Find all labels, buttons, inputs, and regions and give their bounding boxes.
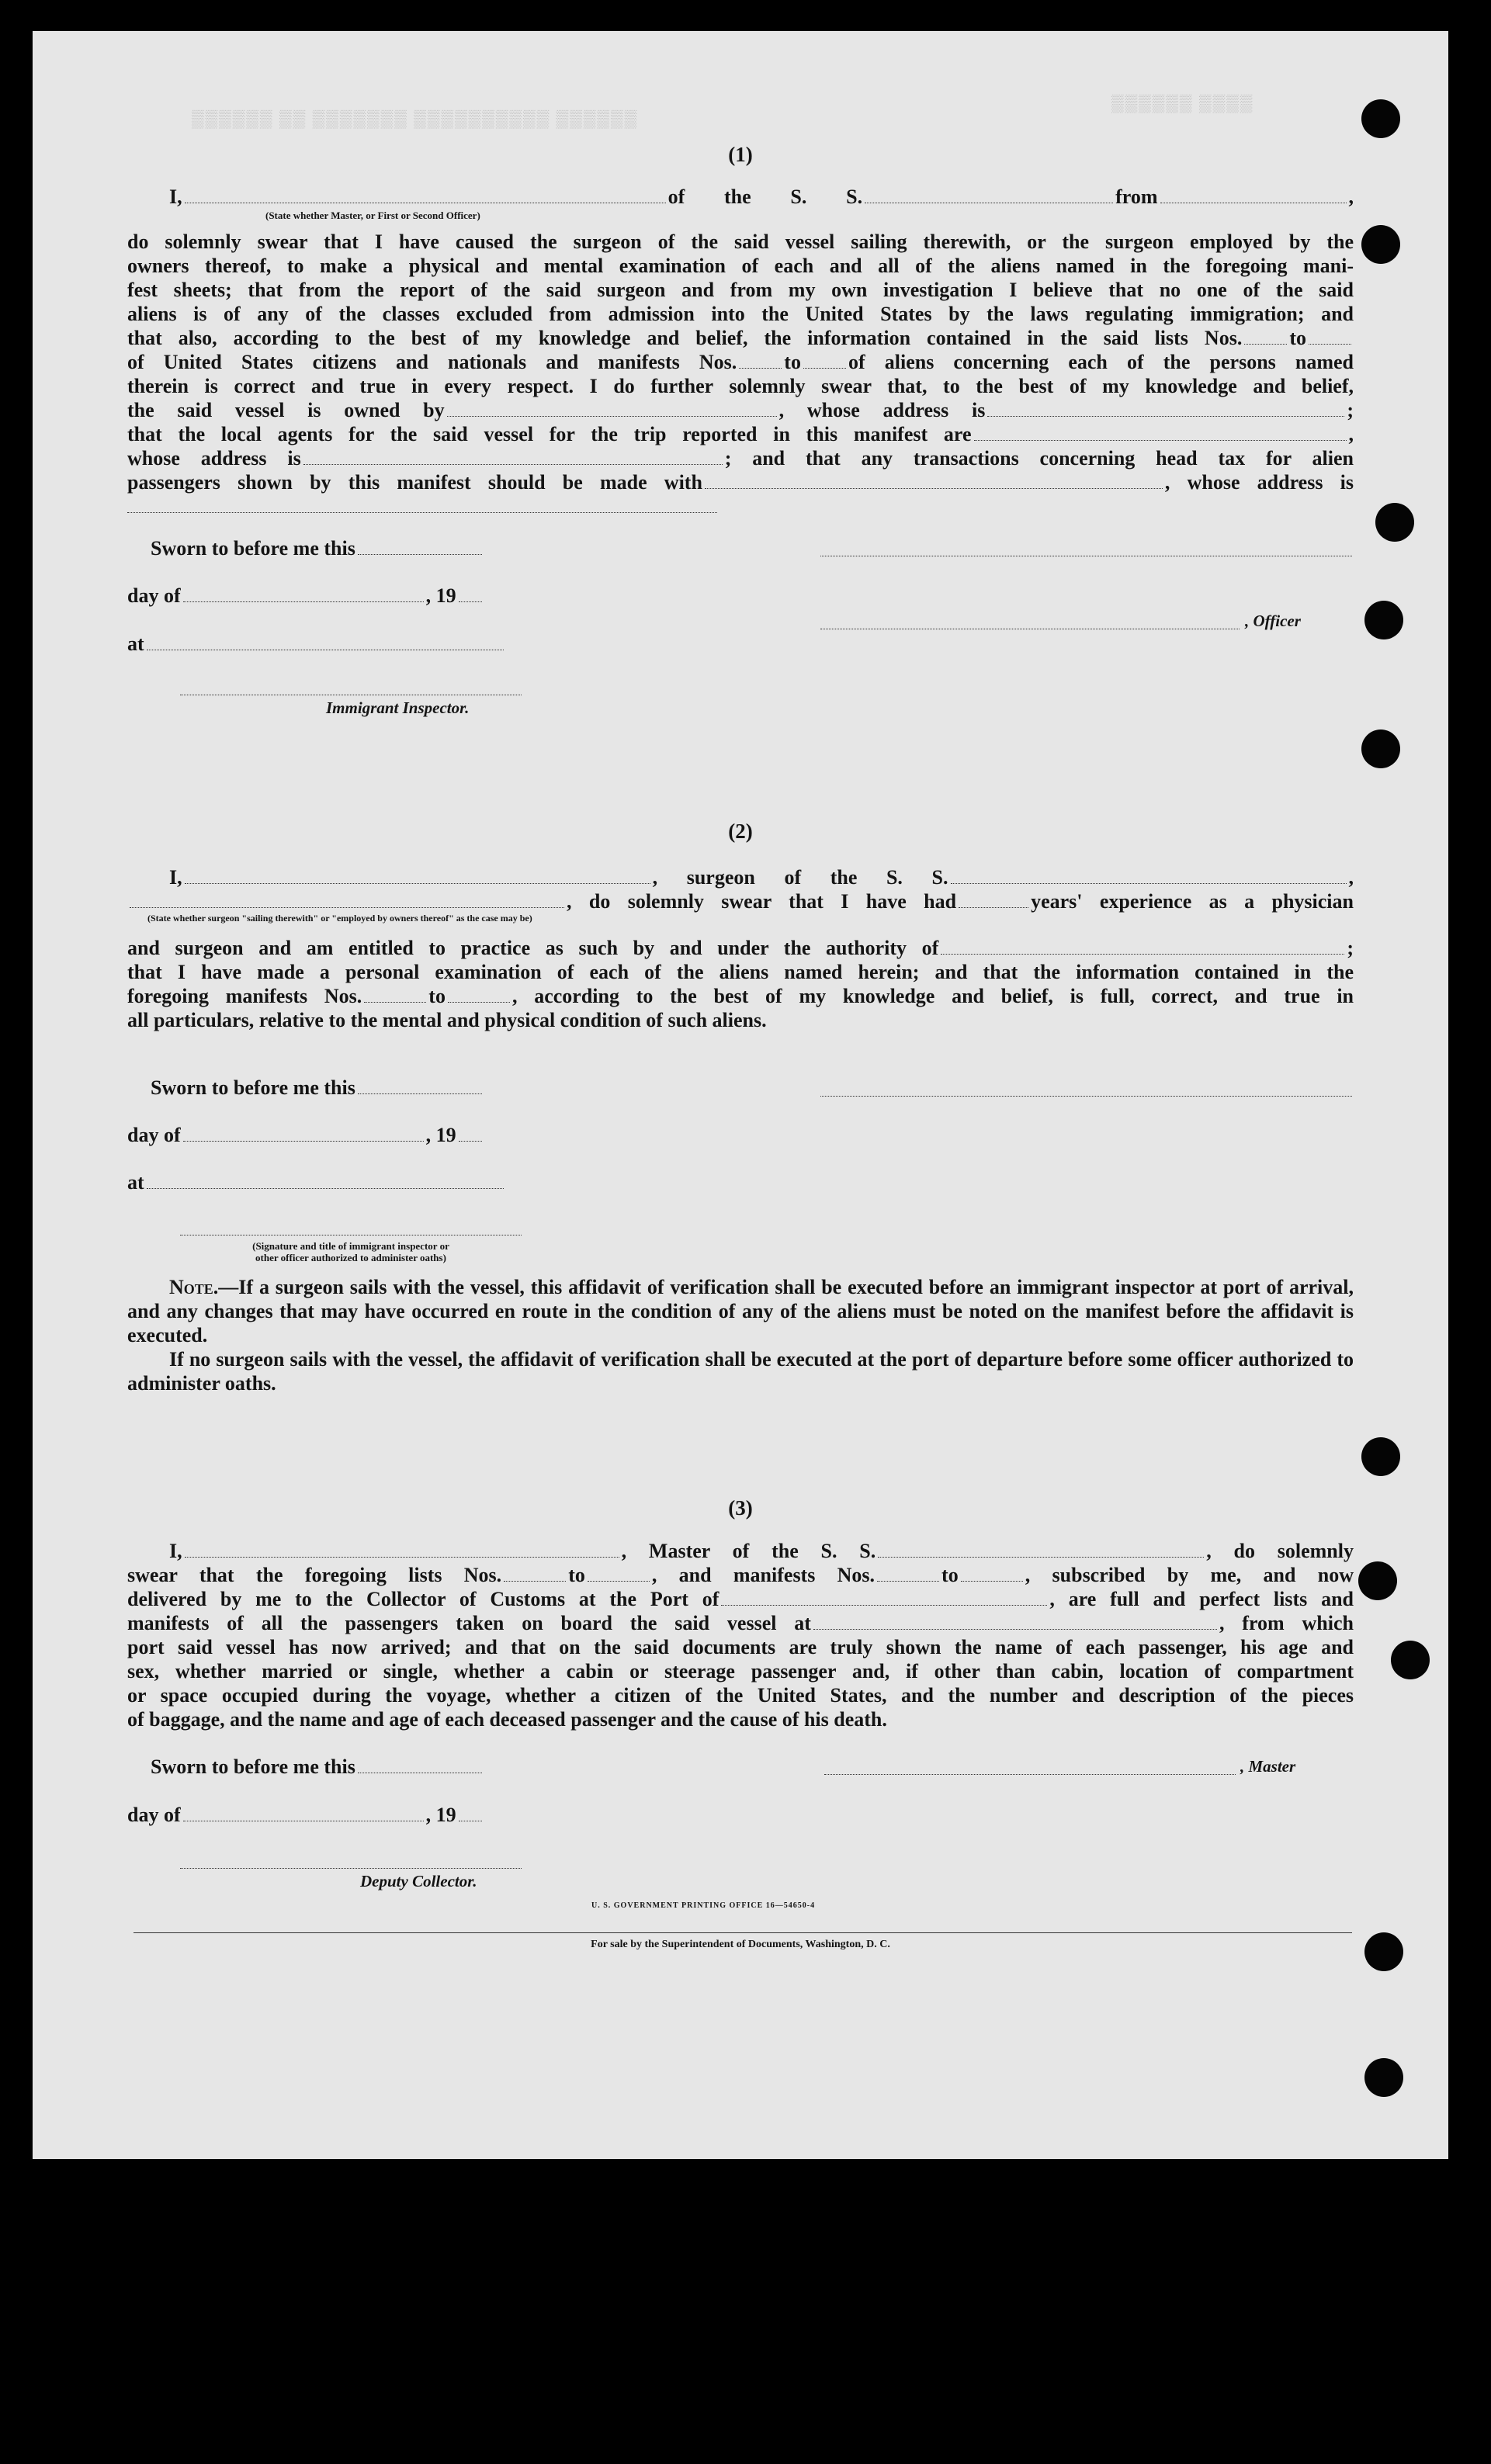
printer-imprint: U. S. GOVERNMENT PRINTING OFFICE 16—54650-4 — [591, 1901, 816, 1910]
punch-hole — [1361, 99, 1400, 138]
section-number: (3) — [728, 1496, 753, 1520]
affidavit-line: that also, according to the best of my knowledge and belief, the information contained in the said lists Nos. to — [127, 326, 1354, 350]
officer-label: , Officer — [1245, 612, 1301, 630]
master-label: , Master — [1240, 1757, 1296, 1776]
officer-rank-blank[interactable] — [185, 187, 666, 203]
authority-blank[interactable] — [941, 938, 1344, 955]
affidavit-line: aliens is of any of the classes excluded from admission into the United States by the laws regulating immigration; and — [127, 303, 1354, 325]
affidavit-line: port said vessel has now arrived; and that on the said documents are truly shown the name of each passenger, his age and — [127, 1636, 1354, 1658]
affidavit-line: fest sheets; that from the report of the said surgeon and from my own investigation I believe that no one of the said — [127, 279, 1354, 301]
affidavit-line: of baggage, and the name and age of each deceased passenger and the cause of his death. — [127, 1708, 887, 1731]
sworn-line: Sworn to before me this — [151, 1755, 484, 1779]
affidavit-line: swear that the foregoing lists Nos. to , and manifests Nos. to , subscribed by me, and now — [127, 1564, 1354, 1586]
affidavit-line: that the local agents for the said vessel for the trip reported in this manifest are , — [127, 423, 1354, 445]
affidavit-line: the said vessel is owned by , whose address is ; — [127, 399, 1354, 421]
field-caption: (State whether Master, or First or Second Officer) — [265, 210, 480, 221]
surgeon-signature-line[interactable] — [820, 1096, 1352, 1097]
inspector-label: Immigrant Inspector. — [326, 698, 470, 717]
place-blank[interactable] — [147, 634, 504, 650]
affidavit-line: foregoing manifests Nos. to , according to the best of my knowledge and belief, is full, correct, and true in — [127, 985, 1354, 1007]
footer-rule — [133, 1932, 1352, 1933]
section-number: (1) — [728, 143, 753, 166]
master-lists-from-blank[interactable] — [504, 1565, 566, 1582]
affidavit-line: delivered by me to the Collector of Customs at the Port of , are full and perfect lists and — [127, 1588, 1354, 1610]
affidavit-line: that I have made a personal examination of each of the aliens named herein; and that the information contained in the — [127, 961, 1354, 983]
section-number: (2) — [728, 820, 753, 843]
master-lists-to-blank[interactable] — [588, 1565, 650, 1582]
punch-hole — [1361, 1437, 1400, 1476]
year-blank[interactable] — [459, 1125, 482, 1142]
master-manifests-to-blank[interactable] — [961, 1565, 1023, 1582]
year-blank[interactable] — [459, 586, 482, 602]
affidavit-line: or space occupied during the voyage, whether a citizen of the United States, and the number and description of the pieces — [127, 1684, 1354, 1707]
local-agents-blank[interactable] — [974, 425, 1347, 441]
affidavit-line: owners thereof, to make a physical and mental examination of each and all of the aliens named in the foregoing mani- — [127, 255, 1354, 277]
departure-port-blank[interactable] — [1160, 187, 1347, 203]
manifests-from-blank[interactable] — [739, 352, 782, 369]
affidavit-line: all particulars, relative to the mental and physical condition of such aliens. — [127, 1009, 767, 1031]
head-tax-address-line[interactable] — [127, 512, 717, 513]
affidavit-line: of United States citizens and nationals and manifests Nos. to of aliens concerning each of the persons named — [127, 351, 1354, 373]
sworn-line: Sworn to before me this — [151, 1076, 484, 1100]
bleed-through-text: ▒▒▒▒▒▒ ▒▒ ▒▒▒▒▒▒▒ ▒▒▒▒▒▒▒▒▒▒ ▒▒▒▒▒▒ — [192, 109, 639, 128]
agents-address-blank[interactable] — [303, 449, 723, 465]
owner-blank[interactable] — [447, 400, 777, 417]
note-paragraph: Note.—If a surgeon sails with the vessel, this affidavit of verification shall be executed before an immigrant inspector at port of arrival, and any changes that may have occurred en route in the condition of any of the aliens must be noted on the manifest before the affidavit is executed. — [127, 1276, 1354, 1346]
at-line: at — [127, 632, 506, 656]
master-signature-line[interactable] — [824, 1774, 1236, 1775]
sworn-date-blank[interactable] — [358, 1757, 482, 1773]
punch-hole — [1364, 2058, 1403, 2097]
surgeon-status-blank[interactable] — [130, 892, 564, 908]
surgeon-manifests-to-blank[interactable] — [448, 986, 510, 1003]
bleed-through-text: ▒▒▒▒▒▒ ▒▒▒▒ — [1111, 93, 1254, 113]
boarding-port-blank[interactable] — [813, 1613, 1217, 1630]
affidavit-line: , do solemnly swear that I have had years' experience as a physician — [127, 889, 1354, 913]
note-paragraph: If no surgeon sails with the vessel, the affidavit of verification shall be executed at the port of departure before some officer authorized to administer oaths. — [127, 1348, 1354, 1395]
place-blank[interactable] — [147, 1173, 504, 1189]
field-caption: (State whether surgeon "sailing therewith" or "employed by owners thereof" as the case may be) — [147, 913, 532, 924]
affidavit-line: passengers shown by this manifest should be made with , whose address is — [127, 471, 1354, 494]
deputy-signature-line[interactable] — [180, 1868, 522, 1869]
vessel-name-blank[interactable] — [865, 187, 1113, 203]
at-line: at — [127, 1171, 506, 1194]
surgeon-vessel-blank[interactable] — [951, 868, 1347, 884]
surgeon-name-blank[interactable] — [185, 868, 650, 884]
note-label: Note. — [169, 1276, 219, 1298]
punch-hole — [1361, 729, 1400, 768]
lists-from-blank[interactable] — [1244, 328, 1287, 345]
punch-hole — [1391, 1641, 1430, 1679]
day-blank[interactable] — [183, 586, 424, 602]
master-vessel-blank[interactable] — [878, 1541, 1204, 1558]
affidavit-line: therein is correct and true in every respect. I do further solemnly swear that, to the best of my knowledge and belief, — [127, 375, 1354, 397]
arrival-port-blank[interactable] — [721, 1589, 1047, 1606]
punch-hole — [1364, 1932, 1403, 1971]
day-blank[interactable] — [183, 1125, 424, 1142]
day-blank[interactable] — [183, 1805, 424, 1821]
surgeon-manifests-from-blank[interactable] — [364, 986, 426, 1003]
years-experience-blank[interactable] — [959, 892, 1028, 908]
affidavit-line: and surgeon and am entitled to practice as such by and under the authority of ; — [127, 937, 1354, 959]
affidavit-line: I, , surgeon of the S. S. , — [169, 866, 1354, 889]
sworn-date-blank[interactable] — [358, 1078, 482, 1094]
affidavit-line: I, , Master of the S. S. , do solemnly — [169, 1540, 1354, 1562]
affidavit-line: manifests of all the passengers taken on board the said vessel at , from which — [127, 1612, 1354, 1634]
footer-note: For sale by the Superintendent of Documents, Washington, D. C. — [591, 1939, 890, 1950]
master-name-blank[interactable] — [185, 1541, 619, 1558]
owner-address-blank[interactable] — [987, 400, 1344, 417]
affidavit-line: I, of the S. S. from , — [169, 185, 1354, 208]
sworn-date-blank[interactable] — [358, 539, 482, 555]
master-manifests-from-blank[interactable] — [877, 1565, 939, 1582]
day-line: day of , 19 — [127, 1124, 484, 1147]
punch-hole — [1361, 225, 1400, 264]
punch-hole — [1375, 503, 1414, 542]
day-line: day of , 19 — [127, 584, 484, 608]
head-tax-party-blank[interactable] — [705, 473, 1163, 489]
punch-hole — [1358, 1561, 1397, 1600]
document-sheet — [33, 31, 1448, 2159]
sworn-line: Sworn to before me this — [151, 537, 484, 560]
day-line: day of , 19 — [127, 1804, 484, 1827]
deputy-label: Deputy Collector. — [360, 1872, 477, 1890]
punch-hole — [1364, 601, 1403, 639]
affidavit-line: whose address is ; and that any transactions concerning head tax for alien — [127, 447, 1354, 470]
year-blank[interactable] — [459, 1805, 482, 1821]
manifests-to-blank[interactable] — [803, 352, 846, 369]
lists-to-blank[interactable] — [1309, 328, 1351, 345]
affidavit-line: do solemnly swear that I have caused the surgeon of the said vessel sailing therewith, or the surgeon employed by the — [127, 230, 1354, 253]
affidavit-line: sex, whether married or single, whether a cabin or steerage passenger and, if other than cabin, location of compartment — [127, 1660, 1354, 1683]
signature-caption: (Signature and title of immigrant inspector or other officer authorized to administer oaths) — [252, 1240, 449, 1263]
